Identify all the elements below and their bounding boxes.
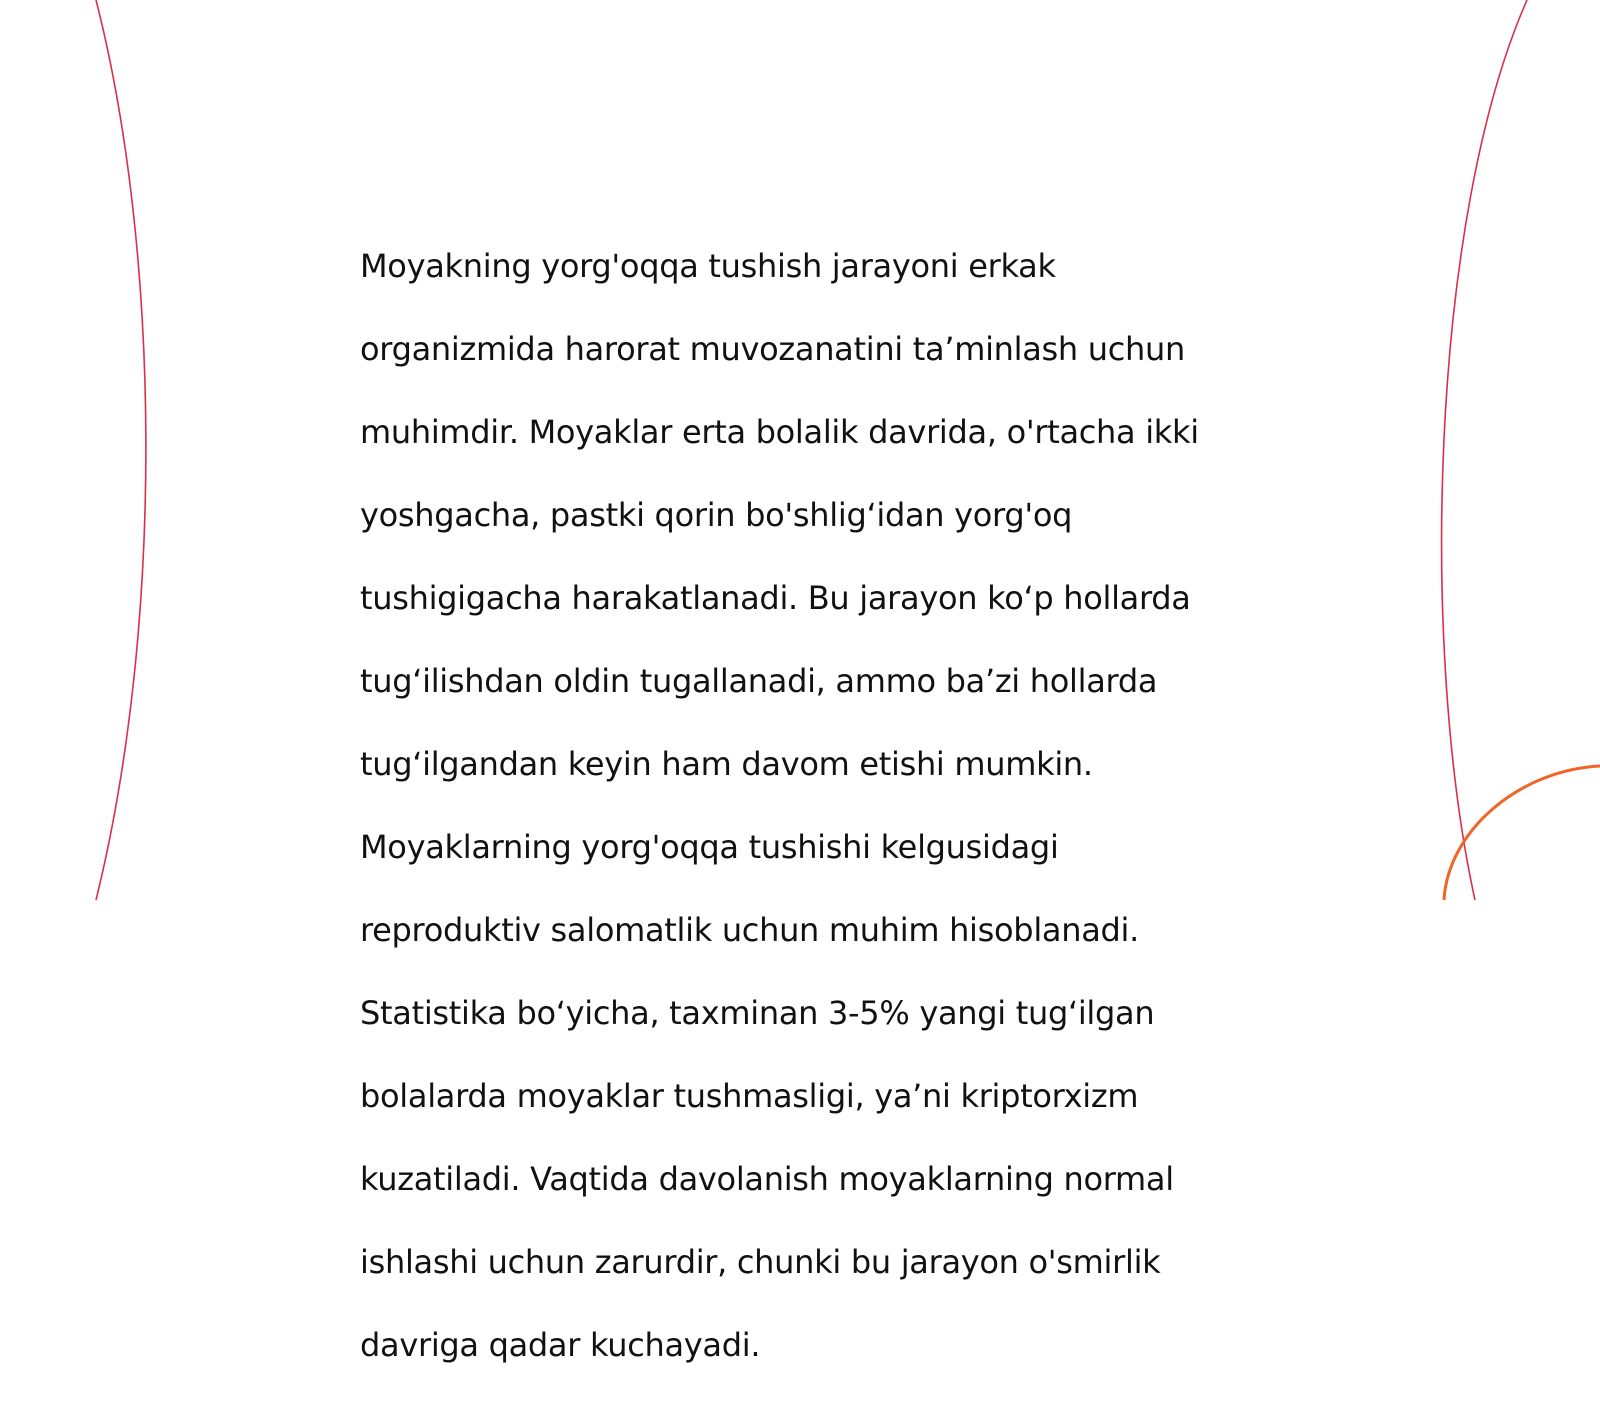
text-line: Statistika bo‘yicha, taxminan 3-5% yangi tug‘ilgan [360, 993, 1155, 1032]
right-arc-decoration [1442, 0, 1527, 900]
text-line: bolalarda moyaklar tushmasligi, ya’ni kriptorxizm [360, 1076, 1139, 1115]
text-line: davriga qadar kuchayadi. [360, 1325, 761, 1364]
text-line: tug‘ilishdan oldin tugallanadi, ammo ba’zi hollarda [360, 661, 1158, 700]
text-line: Moyakning yorg'oqqa tushish jarayoni erkak [360, 246, 1056, 285]
left-arc-decoration [96, 0, 146, 900]
text-line: organizmida harorat muvozanatini ta’minlash uchun [360, 329, 1185, 368]
text-line: ishlashi uchun zarurdir, chunki bu jarayon o'smirlik [360, 1242, 1161, 1281]
body-paragraph [360, 204, 1240, 1408]
text-line: Moyaklarning yorg'oqqa tushishi kelgusidagi [360, 827, 1059, 866]
text-line: tug‘ilgandan keyin ham davom etishi mumkin. [360, 744, 1093, 783]
text-line: tushigigacha harakatlanadi. Bu jarayon ko‘p hollarda [360, 578, 1191, 617]
text-line: kuzatiladi. Vaqtida davolanish moyaklarning normal [360, 1159, 1174, 1198]
text-line: muhimdir. Moyaklar erta bolalik davrida, o'rtacha ikki [360, 412, 1199, 451]
text-line: yoshgacha, pastki qorin bo'shlig‘idan yorg'oq [360, 495, 1073, 534]
text-line: reproduktiv salomatlik uchun muhim hisoblanadi. [360, 910, 1139, 949]
corner-arc-decoration [1444, 766, 1600, 900]
